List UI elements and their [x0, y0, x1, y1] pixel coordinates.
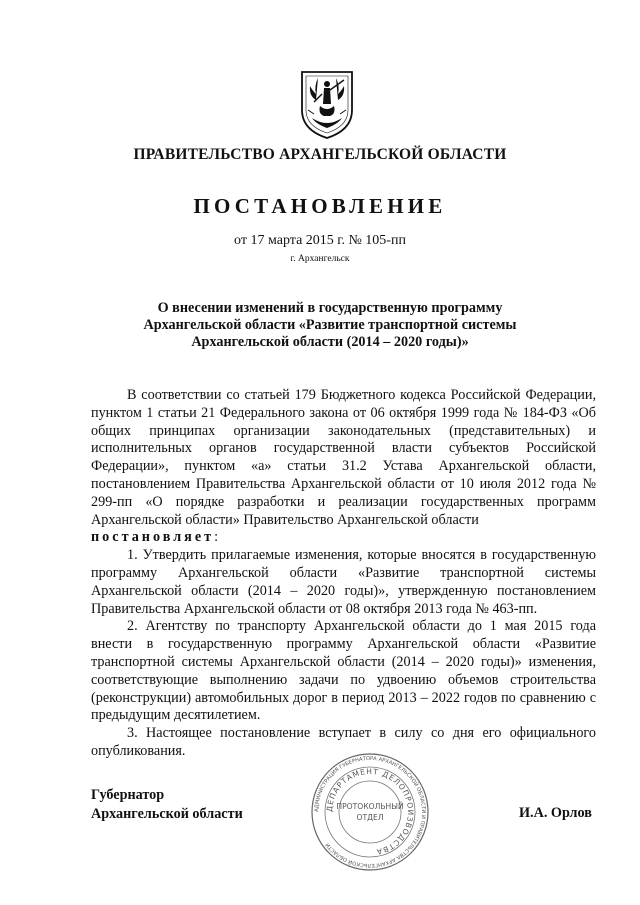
document-type-title: ПОСТАНОВЛЕНИЕ — [193, 194, 447, 218]
decree-line — [91, 529, 596, 547]
stamp-outer-text: АДМИНИСТРАЦИЯ ГУБЕРНАТОРА АРХАНГЕЛЬСКОЙ ОБЛАСТИ И ПРАВИТЕЛЬСТВА АРХАНГЕЛЬСКОЙ ОБЛАСТИ — [313, 755, 427, 869]
subject-line: О внесении изменений в государственную программу — [157, 300, 503, 316]
official-stamp — [310, 752, 430, 872]
signatory-title-line: Губернатор — [91, 787, 165, 803]
subject-line: Архангельской области (2014 – 2020 годы)» — [191, 334, 469, 350]
signatory-title-line: Архангельской области — [91, 806, 243, 822]
preamble-paragraph — [91, 387, 596, 529]
coat-of-arms-icon — [300, 70, 354, 140]
stamp-inner-text: ДЕПАРТАМЕНТ ДЕЛОПРОИЗВОДСТВА — [324, 766, 416, 857]
decree-word: постановляет — [91, 529, 215, 546]
subject-line: Архангельской области «Развитие транспортной системы — [143, 317, 517, 333]
signatory-name: И.А. Орлов — [519, 805, 592, 821]
signatory-title — [91, 786, 243, 824]
item-1-paragraph: 1. Утвердить прилагаемые изменения, которые вносятся в государственную программу Архангельской области «Развитие транспортной системы Архангельской области (2014 – 2020 годы)», утвержденную постановлением Правительства Архангельской области от 08 октября 2013 года № 463-пп. — [91, 547, 596, 617]
government-heading: ПРАВИТЕЛЬСТВО АРХАНГЕЛЬСКОЙ ОБЛАСТИ — [133, 146, 507, 163]
date-number-line: от 17 марта 2015 г. № 105-пп — [234, 233, 406, 248]
item-3-paragraph: 3. Настоящее постановление вступает в силу со дня его официального опубликования. — [91, 725, 596, 759]
preamble-text: В соответствии со статьей 179 Бюджетного кодекса Российской Федерации, пунктом 1 статьи 21 Федерального закона от 06 октября 1999 года № 184-ФЗ «Об общих принципах организации законодательных (представительных) и исполнительных органов государственной власти субъектов Российской Федерации», пунктом «а» статьи 31.2 Устава Архангельской области, постановлением Правительства Архангельской области от 10 июля 2012 года № 299-пп «О порядке разработки и реализации государственных программ Архангельской области» Правительство Архангельской области — [91, 387, 596, 528]
document-subject — [120, 300, 540, 351]
stamp-center-line: ПРОТОКОЛЬНЫЙ — [336, 802, 404, 811]
document-body — [91, 387, 596, 761]
item-2-paragraph: 2. Агентству по транспорту Архангельской области до 1 мая 2015 года внести в государственную программу Архангельской области «Развитие транспортной системы Архангельской области (2014 – 2020 годы)» изменения, соответствующие выполнению задачи по удвоению объемов строительства (реконструкции) автомобильных дорог в период 2013 – 2022 годов по сравнению с предыдущим десятилетием. — [91, 618, 596, 724]
city-line: г. Архангельск — [290, 254, 350, 264]
decree-colon: : — [214, 529, 219, 546]
stamp-center-line: ОТДЕЛ — [356, 813, 384, 822]
